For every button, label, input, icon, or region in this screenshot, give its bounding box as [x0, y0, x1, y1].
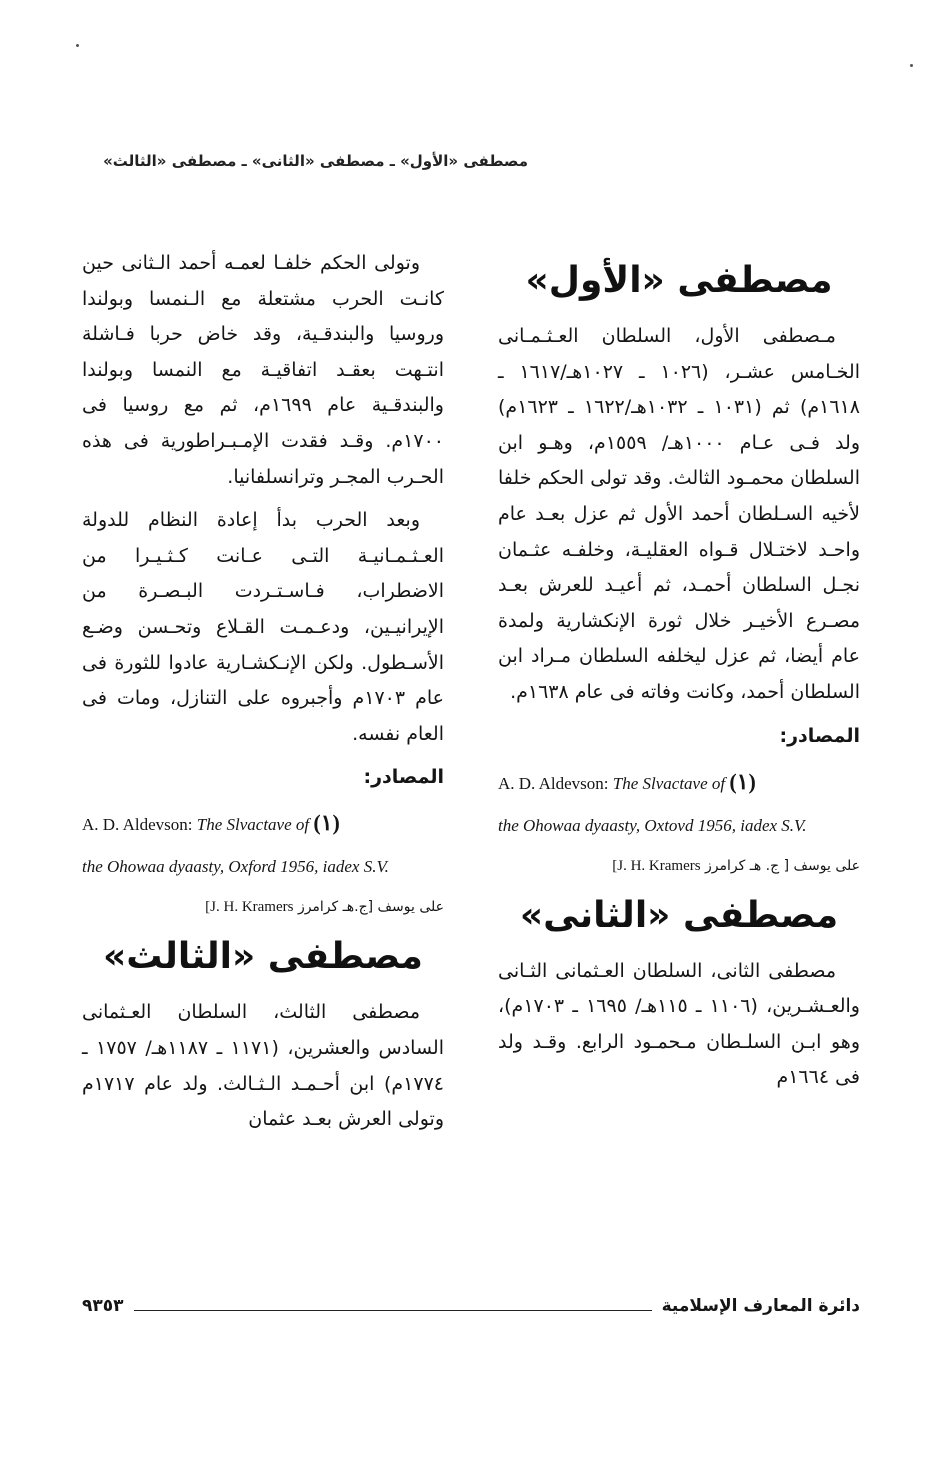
footer-publication-title: دائرة المعارف الإسلامية: [661, 1296, 860, 1316]
reference-author: A. D. Aldevson:: [82, 815, 197, 835]
article-paragraph: وبعد الحرب بدأ إعادة النظام للدولة العـثـمـانيـة التـى عـانت كـثـيـرا من الاضطراب، فـاسـتـردت البـصـرة من الإيرانيـين، ودعـمـت القـلاع وتحـسن وضـع الأسـطول. ولكن الإنـكشـارية عادوا للثورة فى عام ١٧٠٣م وأجبروه على التنازل، ومات فى العام نفسه.: [82, 509, 444, 745]
reference-title: The Slvactave of: [196, 815, 310, 835]
article-paragraph: مصطفى الثانى، السلطان العـثمانى الثـانى والعـشـرين، (١١٠٦ ـ ١١٥هـ/ ١٦٩٥ ـ ١٧٠٣م)، وهو ابـن السلـطان مـحمـود الرابع. وقـد ولد فى ١٦٦٤م: [498, 959, 860, 1089]
article-mustafa-i: [498, 260, 860, 881]
sources-heading: المصادر:: [363, 766, 444, 789]
article-mustafa-ii: [498, 895, 860, 1096]
reference-title-continued: the Ohowaa dyaasty, Oxford 1956, iadex S.V.: [82, 857, 389, 877]
scan-speck: [910, 64, 913, 67]
running-head: مصطفى «الأول» ـ مصطفى «الثانى» ـ مصطفى «الثالث»: [103, 152, 528, 170]
reference-entry: [498, 761, 860, 847]
reference-number: (١): [729, 768, 756, 794]
footer-rule: [134, 1310, 652, 1311]
article-paragraph: مصطفى الثالث، السلطان العـثمانى السادس والعشرين، (١١٧١ ـ ١١٨٧هـ/ ١٧٥٧ ـ ١٧٧٤م) ابن أحـمـد الـثـالث. ولد عام ١٧١٧م وتولى العرش بعـد عثمان: [82, 1001, 444, 1131]
article-paragraph: مـصطفى الأول، السلطان العـثـمـانى الخـامس عشـر، (١٠٢٦ ـ ١٠٢٧هـ/١٦١٧ ـ ١٦١٨م) ثم (١٠٣١ ـ ١٠٣٢هـ/١٦٢٢ ـ ١٦٢٣م) ولد فـى عـام ١٠٠٠هـ/ ١٥٥٩م، وهـو ابن السلطان محمـود الثالث. وقد تولى الحكم خلفا لأخيه السـلطان أحمد الأول ثم عزل بعـد عام واحـد لاختـلال قـواه العقليـة، وخلفـه عثـمان نجـل السلطان أحمـد، ثم أعيـد للعرش بعـد مصـرع الأخيـر خلال ثورة الإنكشارية ولمدة عام أيضا، ثم عزل ليخلفه السلطان مـراد ابن السلطان أحمد، وكانت وفاته فى عام ١٦٣٨م.: [498, 325, 860, 703]
page-number: ٩٣٥٣: [82, 1296, 124, 1316]
reference-title: The Slvactave of: [612, 773, 726, 793]
author-latin: J. H. Kramers]: [612, 857, 701, 874]
reference-number: (١): [313, 810, 340, 836]
article-title: مصطفى «الأول»: [525, 260, 833, 301]
article-title: مصطفى «الثالث»: [103, 936, 423, 978]
author-latin: J. H. Kramers]: [205, 899, 294, 916]
reference-entry: [82, 802, 444, 888]
author-arabic: على يوسف [ ج. هـ كرامرز: [705, 857, 860, 874]
page-footer: [82, 1296, 860, 1316]
sources-heading: المصادر:: [779, 724, 860, 747]
reference-author: A. D. Aldevson:: [498, 773, 613, 793]
author-arabic: على يوسف [ج.هـ كرامرز: [297, 899, 444, 916]
article-author: [82, 892, 444, 922]
scan-speck: [76, 44, 79, 47]
right-column: [498, 246, 860, 1104]
left-column: [82, 246, 444, 1146]
article-paragraph: وتولى الحكم خلفـا لعمـه أحمد الـثانى حين كانـت الحرب مشتعلة مع الـنمسا وبولندا وروسيا والبندقـية، وقد خاض حربا فـاشلة انتـهت بعقـد اتفاقيـة مع النمسا وبولندا والبندقـية عام ١٦٩٩م، ثم مع روسيا فى ١٧٠٠م. وقـد فقدت الإمـبـراطورية فى هذه الحـرب المجـر وترانسلفانيا.: [82, 252, 444, 488]
article-title: مصطفى «الثانى»: [519, 894, 839, 936]
article-mustafa-iii: [82, 936, 444, 1137]
reference-title-continued: the Ohowaa dyaasty, Oxtovd 1956, iadex S.V.: [498, 815, 807, 835]
article-author: [498, 851, 860, 881]
article-mustafa-ii-continued: [82, 246, 444, 922]
